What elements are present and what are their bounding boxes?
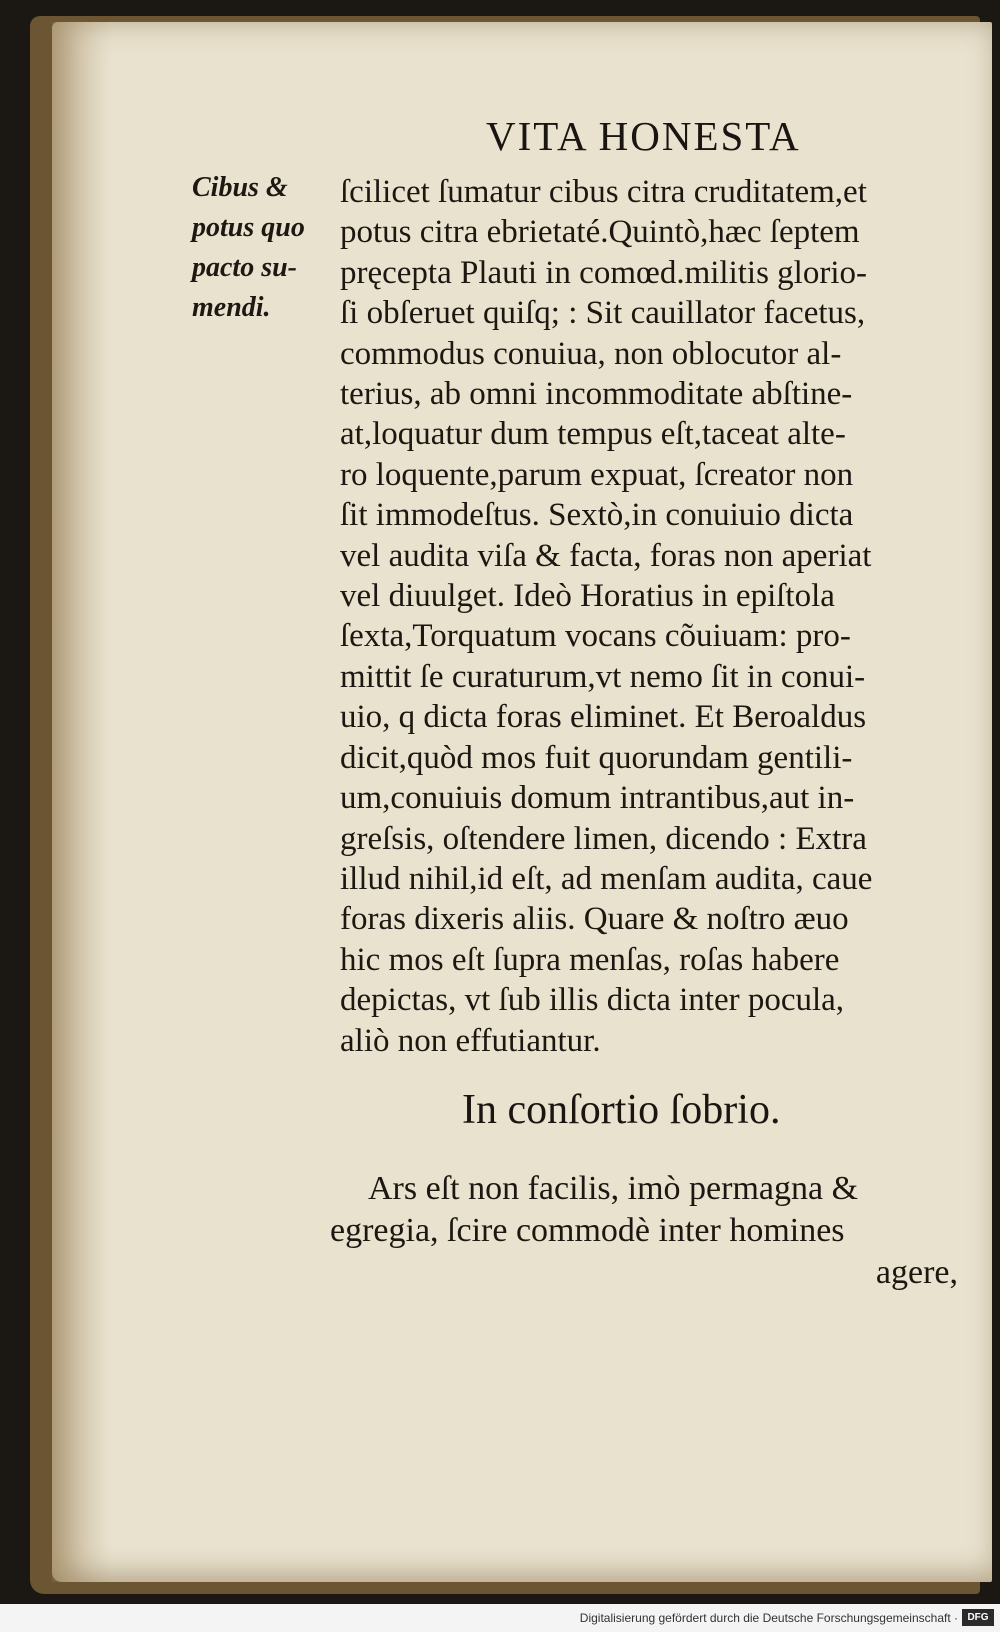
- footer-credit: Digitalisierung gefördert durch die Deutsche Forschungsgemeinschaft ·: [579, 1611, 958, 1625]
- text-line: depictas, vt ſub illis dicta inter pocula,: [340, 982, 845, 1019]
- text-line: um,conuiuis domum intrantibus,aut in-: [340, 780, 855, 817]
- text-line: ſexta,Torquatum vocans cõuiuam: pro-: [340, 618, 851, 655]
- text-line: ro loquente,parum expuat, ſcreator non: [340, 456, 854, 493]
- text-line: Ars eſt non facilis, imò permagna &: [368, 1170, 859, 1207]
- section-text: [330, 1168, 980, 1294]
- text-line: mittit ſe curaturum,vt nemo ſit in conui-: [340, 658, 866, 695]
- text-line: hic mos eſt ſupra menſas, roſas habere: [340, 941, 840, 978]
- text-line: aliò non effutiantur.: [340, 1022, 601, 1059]
- marginal-note-line: potus quo: [192, 212, 305, 243]
- text-line: uio, q dicta foras eliminet. Et Beroaldus: [340, 699, 867, 736]
- marginal-note: [192, 168, 342, 328]
- digitization-footer: [0, 1604, 1000, 1632]
- marginal-note-line: pacto su-: [192, 252, 297, 283]
- body-text: [340, 172, 980, 1061]
- text-line: greſsis, oſtendere limen, dicendo : Extra: [340, 820, 867, 857]
- text-line: vel diuulget. Ideò Horatius in epiſtola: [340, 578, 835, 615]
- text-line: at,loquatur dum tempus eſt,taceat alte-: [340, 416, 846, 453]
- marginal-note-line: mendi.: [192, 292, 271, 323]
- running-head: VITA HONESTA: [486, 113, 801, 159]
- section-title: In conſortio ſobrio.: [462, 1087, 781, 1133]
- text-line: commodus conuiua, non oblocutor al-: [340, 335, 842, 372]
- text-line: pręcepta Plauti in comœd.militis glorio-: [340, 254, 867, 291]
- text-line: egregia, ſcire commodè inter homines: [330, 1212, 845, 1249]
- text-line: vel audita viſa & facta, foras non aperiat: [340, 537, 872, 574]
- text-line: ſi obſeruet quiſq; : Sit cauillator facetus,: [340, 295, 866, 332]
- gutter-shadow: [52, 22, 112, 1582]
- text-line: terius, ab omni incommoditate abſtine-: [340, 376, 853, 413]
- text-line: illud nihil,id eſt, ad menſam audita, caue: [340, 860, 873, 897]
- catchword: agere,: [875, 1254, 958, 1291]
- dfg-logo: DFG: [962, 1609, 994, 1626]
- marginal-note-line: Cibus &: [192, 172, 288, 203]
- text-line: potus citra ebrietaté.Quintò,hæc ſeptem: [340, 214, 860, 251]
- text-line: ſit immodeſtus. Sextò,in conuiuio dicta: [340, 497, 854, 534]
- text-line: foras dixeris aliis. Quare & noſtro æuo: [340, 901, 849, 938]
- text-line: ſcilicet ſumatur cibus citra cruditatem,et: [340, 174, 867, 210]
- text-line: dicit,quòd mos fuit quorundam gentili-: [340, 739, 853, 776]
